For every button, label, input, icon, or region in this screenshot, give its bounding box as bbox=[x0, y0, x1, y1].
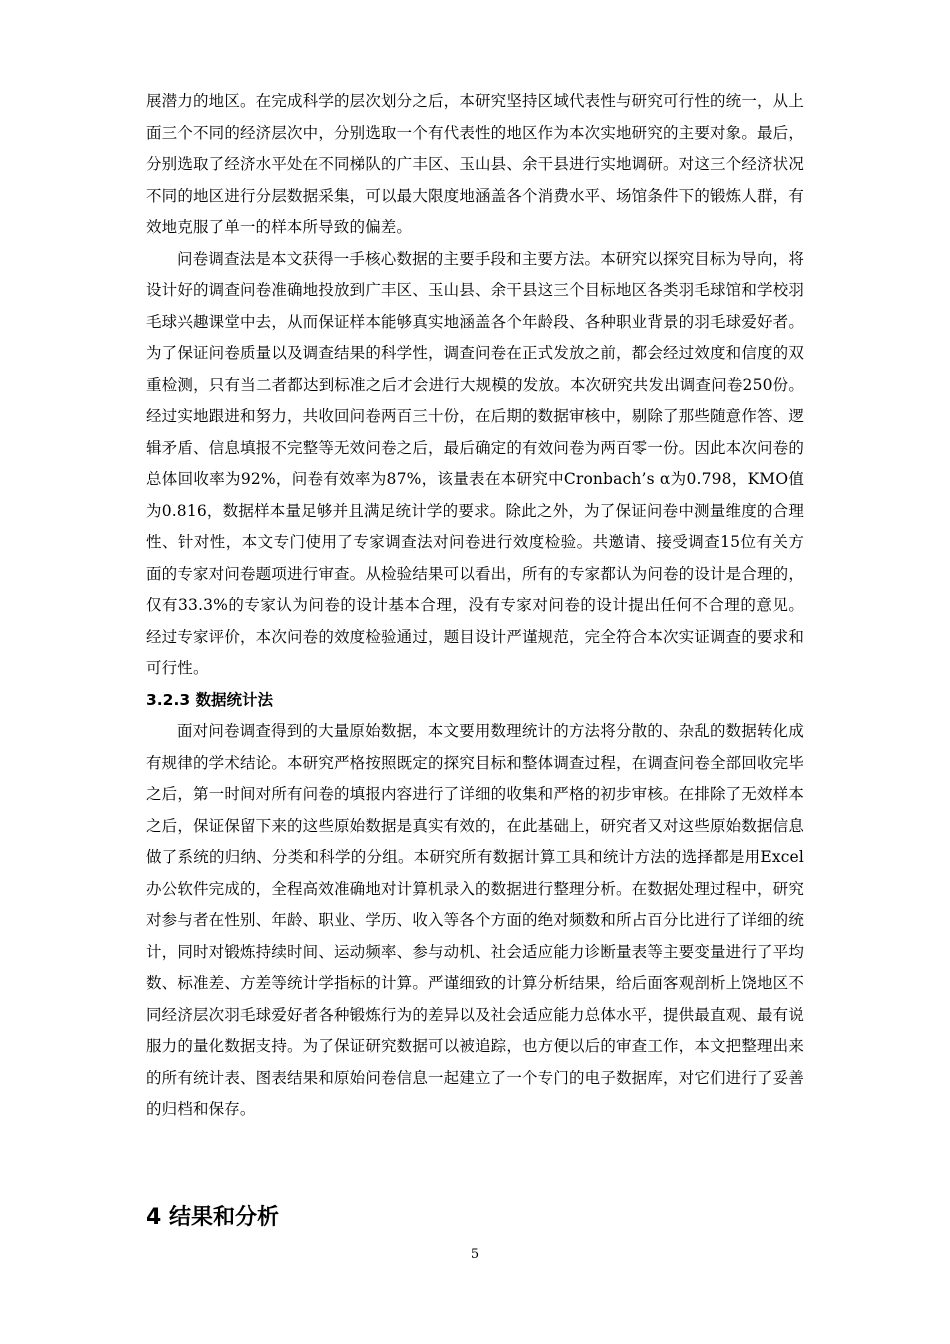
page-number: 5 bbox=[470, 1247, 480, 1262]
paragraph-1: 展潜力的地区。在完成科学的层次划分之后，本研究坚持区域代表性与研究可行性的统一，从上面三个不同的经济层次中，分别选取一个有代表性的地区作为本次实地研究的主要对象。最后，分别选取了经济水平处在不同梯队的广丰区、玉山县、余干县进行实地调研。对这三个经济状况不同的地区进行分层数据采集，可以最大限度地涵盖各个消费水平、场馆条件下的锻炼人群，有效地克服了单一的样本所导致的偏差。 bbox=[146, 92, 804, 236]
paragraph-2: 问卷调查法是本文获得一手核心数据的主要手段和主要方法。本研究以探究目标为导向，将设计好的调查问卷准确地投放到广丰区、玉山县、余干县这三个目标地区各类羽毛球馆和学校羽毛球兴趣课堂中去，从而保证样本能够真实地涵盖各个年龄段、各种职业背景的羽毛球爱好者。为了保证问卷质量以及调查结果的科学性，调查问卷在正式发放之前，都会经过效度和信度的双重检测，只有当二者都达到标准之后才会进行大规模的发放。本次研究共发出调查问卷250份。经过实地跟进和努力，共收回问卷两百三十份，在后期的数据审核中，剔除了那些随意作答、逻辑矛盾、信息填报不完整等无效问卷之后，最后确定的有效问卷为两百零一份。因此本次问卷的总体回收率为92%，问卷有效率为87%，该量表在本研究中Cronbach’s α为0.798，KMO值为0.816，数据样本量足够并且满足统计学的要求。除此之外，为了保证问卷中测量维度的合理性、针对性，本文专门使用了专家调查法对问卷进行效度检验。共邀请、接受调查15位有关方面的专家对问卷题项进行审查。从检验结果可以看出，所有的专家都认为问卷的设计是合理的，仅有33.3%的专家认为问卷的设计基本合理，没有专家对问卷的设计提出任何不合理的意见。经过专家评价，本次问卷的效度检验通过，题目设计严谨规范，完全符合本次实证调查的要求和可行性。 bbox=[146, 249, 804, 677]
document-body bbox=[146, 86, 804, 1126]
paragraph-3: 面对问卷调查得到的大量原始数据，本文要用数理统计的方法将分散的、杂乱的数据转化成有规律的学术结论。本研究严格按照既定的探究目标和整体调查过程，在调查问卷全部回收完毕之后，第一时间对所有问卷的填报内容进行了详细的收集和严格的初步审核。在排除了无效样本之后，保证保留下来的这些原始数据是真实有效的，在此基础上，研究者又对这些原始数据信息做了系统的归纳、分类和科学的分组。本研究所有数据计算工具和统计方法的选择都是用Excel办公软件完成的，全程高效准确地对计算机录入的数据进行整理分析。在数据处理过程中，研究对参与者在性别、年龄、职业、学历、收入等各个方面的绝对频数和所占百分比进行了详细的统计，同时对锻炼持续时间、运动频率、参与动机、社会适应能力诊断量表等主要变量进行了平均数、标准差、方差等统计学指标的计算。严谨细致的计算分析结果，给后面客观剖析上饶地区不同经济层次羽毛球爱好者各种锻炼行为的差异以及社会适应能力总体水平，提供最直观、最有说服力的量化数据支持。为了保证研究数据可以被追踪，也方便以后的审查工作，本文把整理出来的所有统计表、图表结果和原始问卷信息一起建立了一个专门的电子数据库，对它们进行了妥善的归档和保存。 bbox=[146, 722, 804, 1118]
section-heading: 3.2.3 数据统计法 bbox=[146, 690, 274, 709]
chapter-heading: 4 结果和分析 bbox=[146, 1205, 279, 1230]
